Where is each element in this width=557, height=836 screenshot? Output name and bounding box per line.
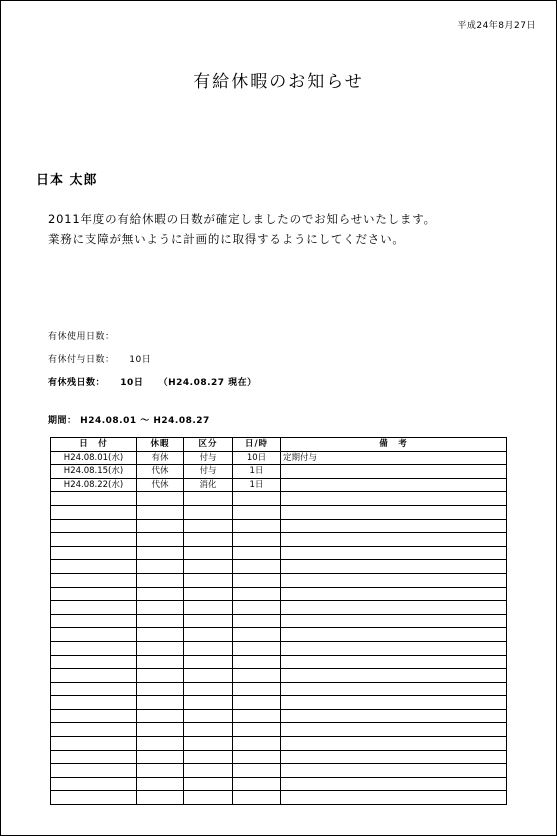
cell-leave-type: 代休 bbox=[137, 465, 184, 479]
table-row bbox=[51, 614, 507, 628]
cell-days-hours bbox=[233, 573, 281, 587]
body-line-2: 業務に支障が無いように計画的に取得するようにしてください。 bbox=[48, 232, 405, 246]
cell-leave-type bbox=[137, 737, 184, 751]
table-row bbox=[51, 641, 507, 655]
cell-leave-type bbox=[137, 505, 184, 519]
cell-date: H24.08.15(水) bbox=[51, 465, 137, 479]
cell-category bbox=[184, 492, 233, 506]
cell-leave-type bbox=[137, 573, 184, 587]
cell-remarks bbox=[281, 519, 507, 533]
cell-date bbox=[51, 791, 137, 805]
leave-table-body bbox=[51, 451, 507, 804]
cell-date bbox=[51, 560, 137, 574]
table-row bbox=[51, 669, 507, 683]
cell-days-hours bbox=[233, 546, 281, 560]
cell-date: H24.08.22(水) bbox=[51, 478, 137, 492]
cell-date bbox=[51, 723, 137, 737]
cell-date bbox=[51, 505, 137, 519]
table-row bbox=[51, 750, 507, 764]
cell-category bbox=[184, 587, 233, 601]
cell-category bbox=[184, 655, 233, 669]
cell-days-hours bbox=[233, 492, 281, 506]
body-line-1: 2011年度の有給休暇の日数が確定しましたのでお知らせいたします。 bbox=[48, 212, 436, 226]
table-row bbox=[51, 533, 507, 547]
table-row bbox=[51, 573, 507, 587]
cell-leave-type: 代休 bbox=[137, 478, 184, 492]
cell-days-hours: 1日 bbox=[233, 478, 281, 492]
cell-category: 付与 bbox=[184, 451, 233, 465]
cell-remarks bbox=[281, 682, 507, 696]
table-row bbox=[51, 655, 507, 669]
issue-date: 平成24年8月27日 bbox=[457, 21, 536, 31]
cell-date: H24.08.01(水) bbox=[51, 451, 137, 465]
cell-days-hours bbox=[233, 655, 281, 669]
cell-date bbox=[51, 696, 137, 710]
cell-leave-type bbox=[137, 560, 184, 574]
cell-category bbox=[184, 533, 233, 547]
cell-days-hours bbox=[233, 587, 281, 601]
used-days-label: 有休使用日数： bbox=[48, 332, 115, 342]
cell-days-hours bbox=[233, 764, 281, 778]
cell-days-hours bbox=[233, 519, 281, 533]
cell-days-hours bbox=[233, 601, 281, 615]
cell-date bbox=[51, 737, 137, 751]
cell-category: 消化 bbox=[184, 478, 233, 492]
cell-days-hours bbox=[233, 696, 281, 710]
cell-remarks bbox=[281, 723, 507, 737]
cell-remarks bbox=[281, 533, 507, 547]
cell-days-hours bbox=[233, 641, 281, 655]
cell-remarks bbox=[281, 641, 507, 655]
cell-leave-type bbox=[137, 533, 184, 547]
cell-days-hours: 1日 bbox=[233, 465, 281, 479]
cell-remarks bbox=[281, 546, 507, 560]
header-category: 区分 bbox=[184, 438, 233, 452]
cell-category bbox=[184, 723, 233, 737]
cell-date bbox=[51, 546, 137, 560]
cell-leave-type bbox=[137, 614, 184, 628]
used-days-row bbox=[48, 329, 115, 342]
cell-days-hours bbox=[233, 628, 281, 642]
cell-remarks bbox=[281, 560, 507, 574]
cell-leave-type bbox=[137, 601, 184, 615]
cell-date bbox=[51, 669, 137, 683]
cell-leave-type bbox=[137, 709, 184, 723]
table-header-row bbox=[51, 438, 507, 452]
cell-category bbox=[184, 505, 233, 519]
cell-remarks bbox=[281, 750, 507, 764]
table-row bbox=[51, 519, 507, 533]
cell-days-hours bbox=[233, 737, 281, 751]
table-row bbox=[51, 601, 507, 615]
cell-remarks bbox=[281, 478, 507, 492]
table-row bbox=[51, 764, 507, 778]
table-row bbox=[51, 737, 507, 751]
cell-leave-type bbox=[137, 587, 184, 601]
cell-date bbox=[51, 601, 137, 615]
table-row bbox=[51, 451, 507, 465]
cell-days-hours bbox=[233, 709, 281, 723]
cell-remarks bbox=[281, 465, 507, 479]
cell-leave-type: 有休 bbox=[137, 451, 184, 465]
cell-date bbox=[51, 709, 137, 723]
cell-days-hours bbox=[233, 777, 281, 791]
cell-remarks: 定期付与 bbox=[281, 451, 507, 465]
cell-category bbox=[184, 709, 233, 723]
cell-remarks bbox=[281, 669, 507, 683]
table-row bbox=[51, 492, 507, 506]
cell-days-hours bbox=[233, 723, 281, 737]
cell-days-hours bbox=[233, 750, 281, 764]
cell-days-hours bbox=[233, 791, 281, 805]
cell-leave-type bbox=[137, 682, 184, 696]
cell-remarks bbox=[281, 777, 507, 791]
cell-date bbox=[51, 533, 137, 547]
cell-remarks bbox=[281, 628, 507, 642]
cell-category bbox=[184, 641, 233, 655]
cell-leave-type bbox=[137, 723, 184, 737]
cell-date bbox=[51, 628, 137, 642]
cell-category bbox=[184, 519, 233, 533]
cell-date bbox=[51, 641, 137, 655]
cell-leave-type bbox=[137, 669, 184, 683]
cell-remarks bbox=[281, 587, 507, 601]
cell-category bbox=[184, 546, 233, 560]
header-days-hours: 日/時 bbox=[233, 438, 281, 452]
cell-category bbox=[184, 750, 233, 764]
cell-remarks bbox=[281, 737, 507, 751]
cell-category bbox=[184, 764, 233, 778]
cell-category: 付与 bbox=[184, 465, 233, 479]
cell-date bbox=[51, 519, 137, 533]
cell-remarks bbox=[281, 492, 507, 506]
table-row bbox=[51, 478, 507, 492]
table-row bbox=[51, 682, 507, 696]
cell-date bbox=[51, 682, 137, 696]
cell-category bbox=[184, 628, 233, 642]
table-row bbox=[51, 560, 507, 574]
cell-date bbox=[51, 777, 137, 791]
remaining-asof: （H24.08.27 現在） bbox=[158, 378, 257, 388]
recipient-name: 日本 太郎 bbox=[36, 173, 98, 188]
cell-leave-type bbox=[137, 641, 184, 655]
granted-days-label: 有休付与日数： bbox=[48, 355, 115, 365]
cell-leave-type bbox=[137, 519, 184, 533]
cell-date bbox=[51, 587, 137, 601]
table-row bbox=[51, 696, 507, 710]
cell-leave-type bbox=[137, 628, 184, 642]
cell-remarks bbox=[281, 505, 507, 519]
remaining-days-value: 10日 bbox=[120, 378, 144, 388]
cell-date bbox=[51, 655, 137, 669]
period-row bbox=[48, 413, 210, 426]
cell-category bbox=[184, 682, 233, 696]
cell-category bbox=[184, 614, 233, 628]
table-row bbox=[51, 709, 507, 723]
cell-category bbox=[184, 777, 233, 791]
cell-days-hours bbox=[233, 614, 281, 628]
cell-date bbox=[51, 750, 137, 764]
granted-days-row bbox=[48, 352, 151, 365]
cell-days-hours bbox=[233, 669, 281, 683]
header-remarks: 備 考 bbox=[281, 438, 507, 452]
cell-days-hours: 10日 bbox=[233, 451, 281, 465]
cell-leave-type bbox=[137, 791, 184, 805]
cell-leave-type bbox=[137, 492, 184, 506]
cell-remarks bbox=[281, 709, 507, 723]
table-row bbox=[51, 723, 507, 737]
header-date: 日 付 bbox=[51, 438, 137, 452]
cell-remarks bbox=[281, 696, 507, 710]
cell-remarks bbox=[281, 601, 507, 615]
cell-category bbox=[184, 696, 233, 710]
header-leave-type: 休暇 bbox=[137, 438, 184, 452]
table-row bbox=[51, 546, 507, 560]
cell-leave-type bbox=[137, 764, 184, 778]
cell-date bbox=[51, 614, 137, 628]
notice-body bbox=[48, 209, 436, 249]
table-row bbox=[51, 465, 507, 479]
cell-date bbox=[51, 492, 137, 506]
cell-leave-type bbox=[137, 655, 184, 669]
cell-category bbox=[184, 573, 233, 587]
granted-days-value: 10日 bbox=[129, 355, 152, 365]
remaining-days-row bbox=[48, 375, 257, 388]
remaining-days-label: 有休残日数： bbox=[48, 378, 106, 388]
cell-category bbox=[184, 601, 233, 615]
table-row bbox=[51, 777, 507, 791]
cell-category bbox=[184, 737, 233, 751]
cell-remarks bbox=[281, 655, 507, 669]
cell-leave-type bbox=[137, 546, 184, 560]
cell-leave-type bbox=[137, 777, 184, 791]
document-title: 有給休暇のお知らせ bbox=[193, 72, 364, 92]
cell-remarks bbox=[281, 791, 507, 805]
cell-leave-type bbox=[137, 750, 184, 764]
cell-remarks bbox=[281, 573, 507, 587]
cell-remarks bbox=[281, 764, 507, 778]
cell-days-hours bbox=[233, 533, 281, 547]
cell-category bbox=[184, 669, 233, 683]
cell-date bbox=[51, 573, 137, 587]
cell-leave-type bbox=[137, 696, 184, 710]
cell-days-hours bbox=[233, 505, 281, 519]
period-label: 期間： bbox=[48, 416, 77, 426]
period-value: H24.08.01 ～ H24.08.27 bbox=[80, 416, 210, 426]
cell-days-hours bbox=[233, 682, 281, 696]
table-row bbox=[51, 628, 507, 642]
cell-remarks bbox=[281, 614, 507, 628]
leave-table bbox=[50, 437, 507, 805]
table-row bbox=[51, 791, 507, 805]
cell-category bbox=[184, 560, 233, 574]
cell-category bbox=[184, 791, 233, 805]
table-row bbox=[51, 587, 507, 601]
cell-days-hours bbox=[233, 560, 281, 574]
cell-date bbox=[51, 764, 137, 778]
table-row bbox=[51, 505, 507, 519]
